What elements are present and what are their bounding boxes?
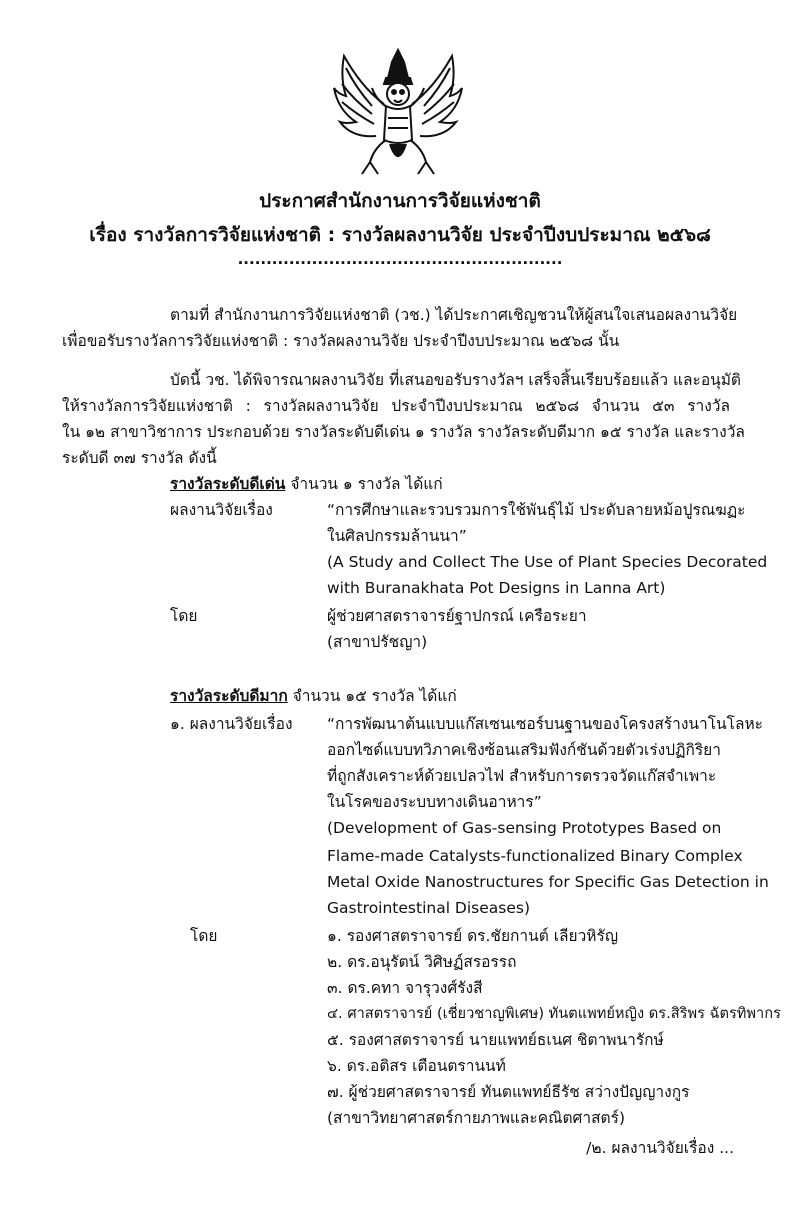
researcher-item: ๓. ดร.คทา จารุวงศ์รังสี bbox=[327, 979, 483, 997]
researcher-item: ๖. ดร.อติสร เตือนตรานนท์ bbox=[327, 1057, 506, 1075]
intro-p1-line1: ตามที่ สำนักงานการวิจัยแห่งชาติ (วช.) ได้ประกาศเชิญชวนให้ผู้สนใจเสนอผลงานวิจัย bbox=[170, 306, 738, 324]
researcher-item: ๕. รองศาสตราจารย์ นายแพทย์ธเนศ ชิตาพนารักษ์ bbox=[327, 1031, 664, 1049]
excellent-researcher: ผู้ช่วยศาสตราจารย์ฐาปกรณ์ เครือระยา bbox=[327, 607, 587, 625]
very-good-heading-line bbox=[170, 686, 457, 706]
very-good-title-th-3: ที่ถูกสังเคราะห์ด้วยเปลวไฟ สำหรับการตรวจวัดแก๊สจำเพาะ bbox=[327, 767, 717, 785]
researcher-item: ๗. ผู้ช่วยศาสตราจารย์ ทันตแพทย์ธีรัช สว่างปัญญางกูร bbox=[327, 1083, 690, 1101]
excellent-heading-line bbox=[170, 474, 443, 494]
very-good-by-label: โดย bbox=[190, 927, 218, 945]
researcher-item: ๑. รองศาสตราจารย์ ดร.ชัยกานต์ เลียวหิรัญ bbox=[327, 927, 619, 945]
very-good-title-en-3: Metal Oxide Nanostructures for Specific Gas Detection in bbox=[327, 873, 769, 891]
separator-dots: ......................................................... bbox=[237, 250, 563, 268]
intro-p2-line1: บัดนี้ วช. ได้พิจารณาผลงานวิจัย ที่เสนอขอรับรางวัลฯ เสร็จสิ้นเรียบร้อยแล้ว และอนุมัติ bbox=[170, 371, 742, 389]
intro-p2-line3: ใน ๑๒ สาขาวิชาการ ประกอบด้วย รางวัลระดับดีเด่น ๑ รางวัล รางวัลระดับดีมาก ๑๕ รางวัล และรางวัล bbox=[62, 423, 745, 441]
garuda-emblem bbox=[332, 48, 464, 178]
excellent-heading: รางวัลระดับดีเด่น bbox=[170, 475, 286, 493]
researcher-item: ๒. ดร.อนุรัตน์ วิศิษฏ์สรอรรถ bbox=[327, 953, 517, 971]
announcement-subject: เรื่อง รางวัลการวิจัยแห่งชาติ : รางวัลผลงานวิจัย ประจำปีงบประมาณ ๒๕๖๘ bbox=[89, 224, 711, 246]
excellent-count: จำนวน ๑ รางวัล ได้แก่ bbox=[285, 475, 443, 493]
excellent-title-th-1: “การศึกษาและรวบรวมการใช้พันธุ์ไม้ ประดับลายหม้อปูรณฆฏะ bbox=[327, 501, 746, 519]
very-good-title-en-1: (Development of Gas-sensing Prototypes Based on bbox=[327, 819, 722, 837]
very-good-heading: รางวัลระดับดีมาก bbox=[170, 687, 288, 705]
very-good-title-en-4: Gastrointestinal Diseases) bbox=[327, 899, 531, 917]
very-good-field: (สาขาวิทยาศาสตร์กายภาพและคณิตศาสตร์) bbox=[327, 1109, 625, 1127]
intro-p1-line2: เพื่อขอรับรางวัลการวิจัยแห่งชาติ : รางวัลผลงานวิจัย ประจำปีงบประมาณ ๒๕๖๘ นั้น bbox=[62, 332, 620, 350]
very-good-title-th-4: ในโรคของระบบทางเดินอาหาร” bbox=[327, 793, 542, 811]
intro-p2-line2: ให้รางวัลการวิจัยแห่งชาติ : รางวัลผลงานวิจัย ประจำปีงบประมาณ ๒๕๖๘ จำนวน ๕๓ รางวัล bbox=[62, 397, 730, 415]
researcher-item: ๔. ศาสตราจารย์ (เชี่ยวชาญพิเศษ) ทันตแพทย์หญิง ดร.สิริพร ฉัตรทิพากร bbox=[327, 1005, 781, 1022]
excellent-by-label: โดย bbox=[170, 607, 198, 625]
very-good-count: จำนวน ๑๕ รางวัล ได้แก่ bbox=[287, 687, 457, 705]
excellent-title-en-2: with Buranakhata Pot Designs in Lanna Art) bbox=[327, 579, 666, 597]
continued-note: /๒. ผลงานวิจัยเรื่อง ... bbox=[586, 1139, 734, 1157]
excellent-title-en-1: (A Study and Collect The Use of Plant Species Decorated bbox=[327, 553, 768, 571]
announcement-title: ประกาศสำนักงานการวิจัยแห่งชาติ bbox=[259, 190, 541, 212]
very-good-title-th-2: ออกไซด์แบบทวิภาคเชิงซ้อนเสริมฟังก์ชันด้วยตัวเร่งปฏิกิริยา bbox=[327, 741, 721, 759]
very-good-title-th-1: “การพัฒนาต้นแบบแก๊สเซนเซอร์บนฐานของโครงสร้างนาโนโลหะ bbox=[327, 715, 763, 733]
very-good-title-en-2: Flame-made Catalysts-functionalized Binary Complex bbox=[327, 847, 743, 865]
very-good-work-label: ๑. ผลงานวิจัยเรื่อง bbox=[170, 715, 293, 733]
intro-p2-line4: ระดับดี ๓๗ รางวัล ดังนี้ bbox=[62, 449, 217, 467]
excellent-work-label: ผลงานวิจัยเรื่อง bbox=[170, 501, 273, 519]
excellent-field: (สาขาปรัชญา) bbox=[327, 633, 428, 651]
excellent-title-th-2: ในศิลปกรรมล้านนา” bbox=[327, 527, 467, 545]
